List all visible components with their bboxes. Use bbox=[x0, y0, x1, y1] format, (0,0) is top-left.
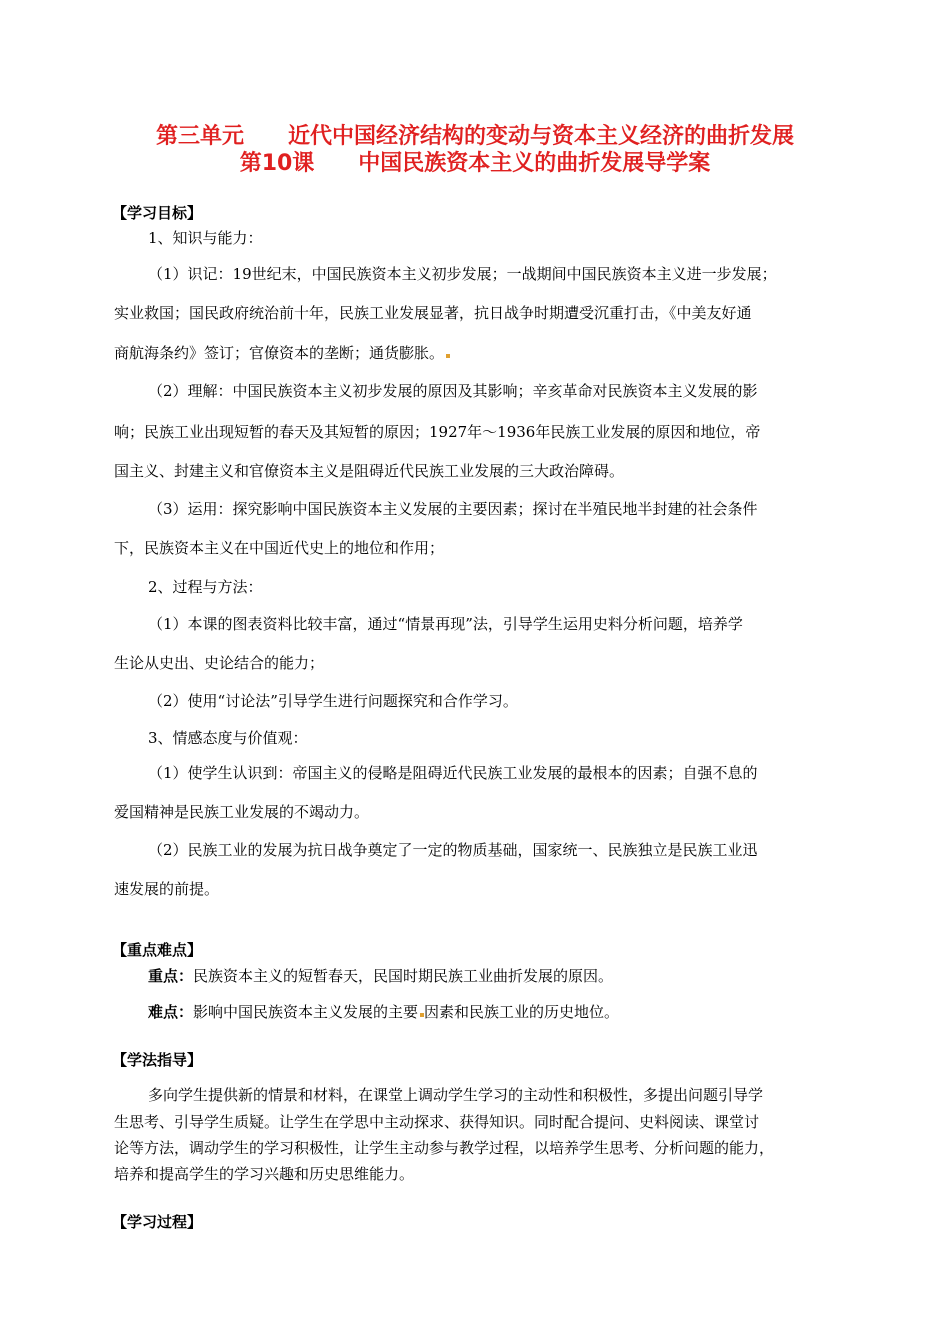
objective-text: （1）本课的图表资料比较丰富，通过“情景再现”法，引导学生运用史料分析问题，培养学 bbox=[148, 615, 743, 633]
objective-text: （2）民族工业的发展为抗日战争奠定了一定的物质基础，国家统一、民族独立是民族工业迅 bbox=[148, 841, 758, 859]
method-text: 论等方法，调动学生的学习积极性，让学生主动参与教学过程，以培养学生思考、分析问题的能力， bbox=[114, 1139, 775, 1157]
difficulty-line bbox=[148, 1002, 619, 1022]
objective-text: 商航海条约》签订；官僚资本的垄断；通货膨胀。 bbox=[114, 343, 450, 363]
objective-text: （2）使用“讨论法”引导学生进行问题探究和合作学习。 bbox=[148, 692, 518, 710]
difficulty-text: 因素和民族工业的历史地位。 bbox=[424, 1003, 620, 1021]
method-text: 多向学生提供新的情景和材料，在课堂上调动学生学习的主动性和积极性，多提出问题引导学 bbox=[148, 1086, 764, 1104]
lesson-title: 第10课 中国民族资本主义的曲折发展导学案 bbox=[239, 151, 711, 176]
objective-text: 生论从史出、史论结合的能力； bbox=[114, 654, 325, 672]
mark-dot bbox=[446, 354, 450, 358]
key-point-line bbox=[148, 966, 613, 986]
unit-title: 第三单元 近代中国经济结构的变动与资本主义经济的曲折发展 bbox=[155, 124, 794, 149]
objective-text: 响；民族工业出现短暂的春天及其短暂的原因；1927年～1936年民族工业发展的原因和地位，帝 bbox=[114, 423, 761, 441]
objective-text: （2）理解：中国民族资本主义初步发展的原因及其影响；辛亥革命对民族资本主义发展的影 bbox=[148, 382, 758, 400]
objective-text: 下，民族资本主义在中国近代史上的地位和作用； bbox=[114, 539, 445, 557]
process-method-title: 2、过程与方法： bbox=[148, 578, 263, 596]
key-point-text: 民族资本主义的短暂春天，民国时期民族工业曲折发展的原因。 bbox=[193, 967, 614, 985]
method-text: 培养和提高学生的学习兴趣和历史思维能力。 bbox=[114, 1165, 415, 1183]
method-heading: 【学法指导】 bbox=[112, 1051, 203, 1069]
objective-text: （3）运用：探究影响中国民族资本主义发展的主要因素；探讨在半殖民地半封建的社会条件 bbox=[148, 500, 758, 518]
objective-text: 国主义、封建主义和官僚资本主义是阻碍近代民族工业发展的三大政治障碍。 bbox=[114, 462, 625, 480]
attitude-values-title: 3、情感态度与价值观： bbox=[148, 729, 308, 747]
difficulty-label: 难点： bbox=[148, 1003, 194, 1021]
process-heading: 【学习过程】 bbox=[112, 1213, 203, 1231]
method-text: 生思考、引导学生质疑。让学生在学思中主动探求、获得知识。同时配合提问、史料阅读、课堂讨 bbox=[114, 1113, 760, 1131]
objective-text: （1）使学生认识到：帝国主义的侵略是阻碍近代民族工业发展的最根本的因素；自强不息的 bbox=[148, 764, 758, 782]
objective-text: （1）识记：19世纪末，中国民族资本主义初步发展；一战期间中国民族资本主义进一步发展； bbox=[148, 265, 777, 283]
objective-text: 速发展的前提。 bbox=[114, 880, 220, 898]
knowledge-ability-title: 1、知识与能力： bbox=[148, 229, 263, 247]
difficulty-text: 影响中国民族资本主义发展的主要 bbox=[193, 1003, 419, 1021]
key-points-heading: 【重点难点】 bbox=[112, 941, 203, 959]
key-point-label: 重点： bbox=[148, 967, 194, 985]
objective-text: 爱国精神是民族工业发展的不竭动力。 bbox=[114, 803, 370, 821]
objectives-heading: 【学习目标】 bbox=[112, 204, 203, 222]
objective-text: 实业救国；国民政府统治前十年，民族工业发展显著，抗日战争时期遭受沉重打击，《中美友好通 bbox=[114, 304, 752, 322]
